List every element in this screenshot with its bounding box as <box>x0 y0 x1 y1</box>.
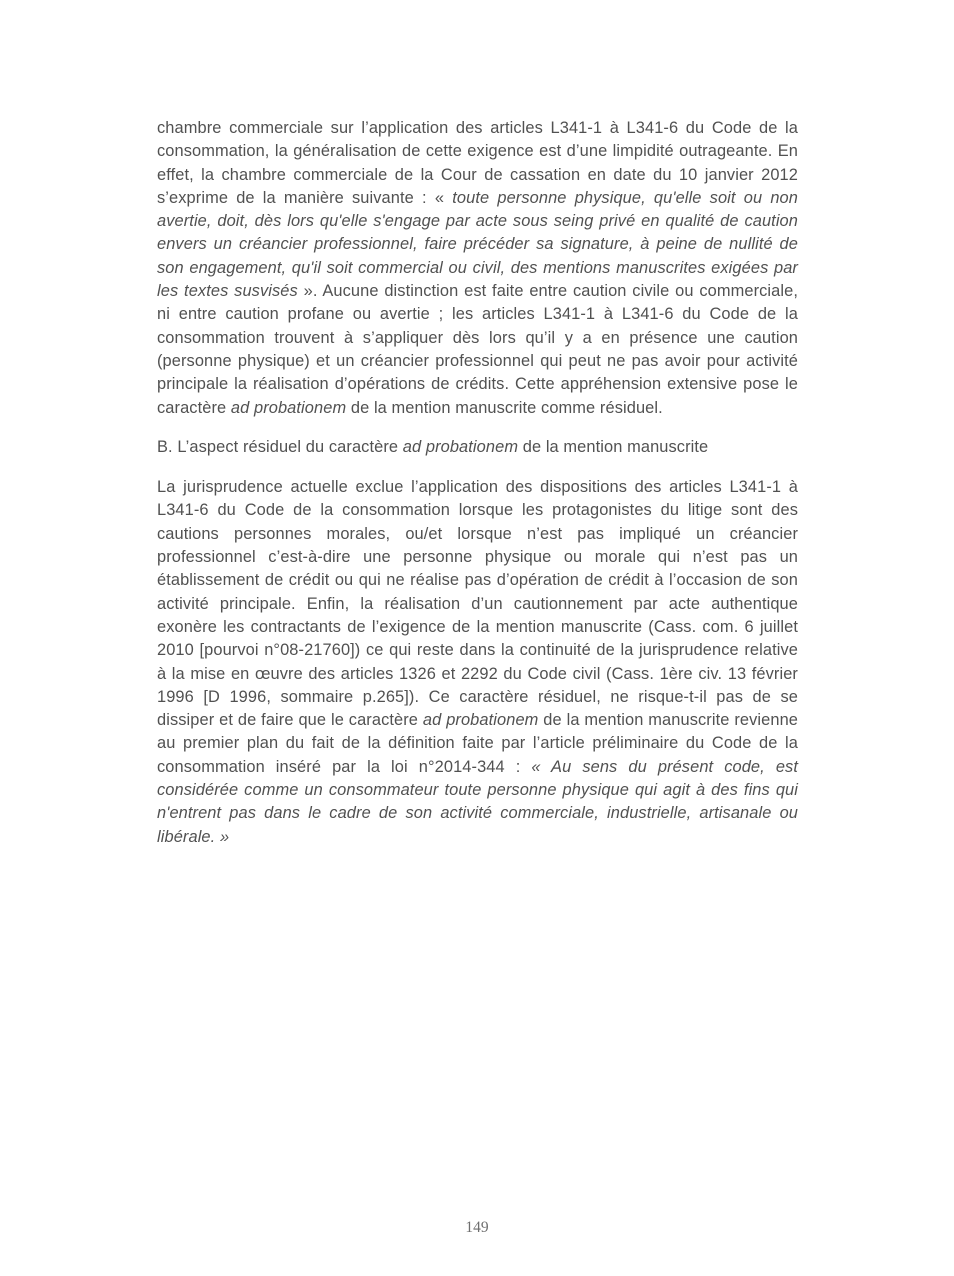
text-run-italic: toute personne physique, qu'elle soit ou non avertie, doit, dès lors qu'elle s'engage par acte sous seing privé en qualité de caution envers un créancier professionnel, faire précéder sa signature, à peine de nullité de son engagement, qu'il soit commercial ou civil, des mentions manuscrites exigées par les textes susvisés <box>157 188 798 301</box>
text-run: B. L’aspect résiduel du caractère <box>157 438 403 457</box>
paragraph-jurisprudence <box>157 476 798 849</box>
text-run-italic: ad probationem <box>422 711 539 730</box>
text-run: de la mention manuscrite revienne au premier plan du fait de la définition faite par l’article préliminaire du Code de la consommation inséré par la loi n°2014-344 : <box>157 711 799 776</box>
text-run: ». Aucune distinction est faite entre caution civile ou commerciale, ni entre caution profane ou avertie ; les articles L341-1 à L341-6 du Code de la consommation trouvent à s’appliquer dès lors qu’il y a en présence une caution (personne physique) et un créancier professionnel qui peut ne pas avoir pour activité principale la réalisation d’opérations de crédits. Cette appréhension extensive pose le caractère <box>157 282 798 417</box>
section-heading-b <box>157 436 798 459</box>
page-text <box>157 117 798 865</box>
page-number: 149 <box>465 1219 489 1236</box>
text-run: La jurisprudence actuelle exclue l’application des dispositions des articles L341-1 à L341-6 du Code de la consommation lorsque les protagonistes du litige sont des cautions personnes morales, ou/et lorsque n’est pas impliqué un créancier professionnel c’est-à-dire une personne physique ou morale qui n’est pas un établissement de crédit ou qui ne réalise pas d’opération de crédit à l’occasion de son activité principale. Enfin, la réalisation d’un cautionnement par acte authentique exonère les contractants de l’exigence de la mention manuscrite (Cass. com. 6 juillet 2010 [pourvoi n°08-21760]) ce qui reste dans la continuité de la jurisprudence relative à la mise en œuvre des articles 1326 et 2292 du Code civil (Cass. 1ère civ. 13 février 1996 [D 1996, sommaire p.265]). Ce caractère résiduel, ne risque-t-il pas de se dissiper et de faire que le caractère <box>157 478 798 730</box>
text-run: de la mention manuscrite comme résiduel. <box>346 398 663 417</box>
text-run: de la mention manuscrite <box>518 438 709 457</box>
text-run-italic: ad probationem <box>402 438 519 457</box>
text-run-italic: ad probationem <box>230 398 347 417</box>
text-run: chambre commerciale sur l’application des articles L341-1 à L341-6 du Code de la consommation, la généralisation de cette exigence est d’une limpidité outrageante. En effet, la chambre commerciale de la Cour de cassation en date du 10 janvier 2012 s’exprime de la manière suivante : « <box>157 119 798 207</box>
paragraph-intro <box>157 117 798 420</box>
text-run-italic: « Au sens du présent code, est considérée comme un consommateur toute personne physique qui agit à des fins qui n'entrent pas dans le cadre de son activité commerciale, industrielle, artisanale ou libérale. » <box>157 757 798 846</box>
